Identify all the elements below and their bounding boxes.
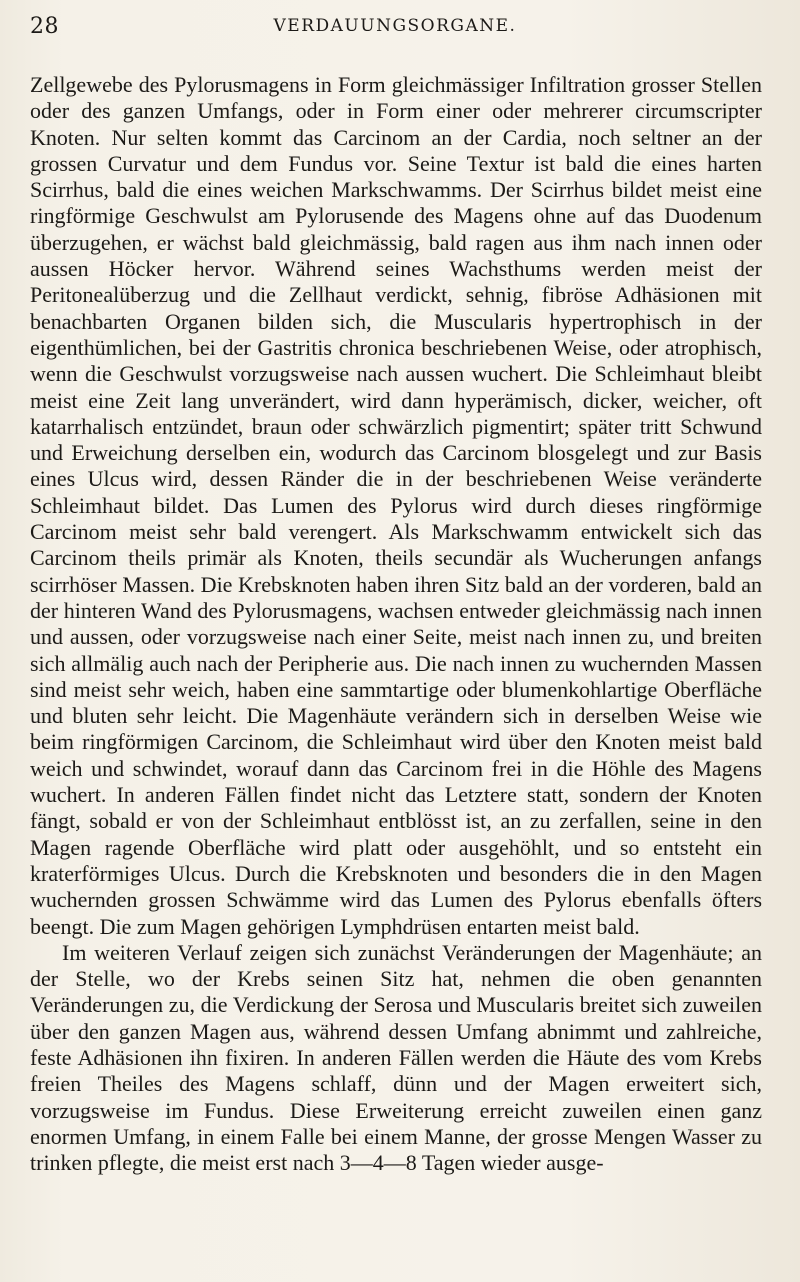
paragraph-1: Zellgewebe des Pylorusmagens in Form gleichmässiger Infiltration grosser Stellen oder des ganzen Umfangs, oder in Form einer oder mehrerer circumscripter Knoten. Nur selten kommt das Carcinom an der Cardia, noch seltner an der grossen Curvatur und dem Fundus vor. Seine Textur ist bald die eines harten Scirrhus, bald die eines weichen Markschwamms. Der Scirrhus bildet meist eine ringförmige Geschwulst am Pylorusende des Magens ohne auf das Duodenum überzugehen, er wächst bald gleichmässig, bald ragen aus ihm nach innen oder aussen Höcker hervor. Während seines Wachsthums werden meist der Peritonealüberzug und die Zellhaut verdickt, sehnig, fibröse Adhäsionen mit benachbarten Organen bilden sich, die Muscularis hypertrophisch in der eigenthümlichen, bei der Gastritis chronica beschriebenen Weise, oder atrophisch, wenn die Geschwulst vorzugsweise nach aussen wuchert. Die Schleimhaut bleibt meist eine Zeit lang unverändert, wird dann hyperämisch, dicker, weicher, oft katarrhalisch entzündet, braun oder schwärzlich pigmentirt; später tritt Schwund und Erweichung derselben ein, wodurch das Carcinom blosgelegt und zur Basis eines Ulcus wird, dessen Ränder die in der beschriebenen Weise veränderte Schleimhaut bildet. Das Lumen des Pylorus wird durch dieses ringförmige Carcinom meist sehr bald verengert. Als Markschwamm entwickelt sich das Carcinom theils primär als Knoten, theils secundär als Wucherungen anfangs scirrhöser Massen. Die Krebsknoten haben ihren Sitz bald an der vorderen, bald an der hinteren Wand des Pylorusmagens, wachsen entweder gleichmässig nach innen und aussen, oder vorzugsweise nach einer Seite, meist nach innen zu, und breiten sich allmälig auch nach der Peripherie aus. Die nach innen zu wuchernden Massen sind meist sehr weich, haben eine sammtartige oder blumenkohlartige Oberfläche und bluten sehr leicht. Die Magenhäute verändern sich in derselben Weise wie beim ringförmigen Carcinom, die Schleimhaut wird über den Knoten meist bald weich und schwindet, worauf dann das Carcinom frei in die Höhle des Magens wuchert. In anderen Fällen findet nicht das Letztere statt, sondern der Knoten fängt, sobald er von der Schleimhaut entblösst ist, an zu zerfallen, seine in den Magen ragende Oberfläche wird platt oder ausgehöhlt, und so entsteht ein kraterförmiges Ulcus. Durch die Krebsknoten und besonders die in den Magen wuchernden grossen Schwämme wird das Lumen des Pylorus ebenfalls öfters beengt. Die zum Magen gehörigen Lymphdrüsen entarten meist bald. [30,72,762,939]
running-head: VERDAUUNGSORGANE. [273,16,517,36]
body-text [30,72,762,1176]
paragraph-2: Im weiteren Verlauf zeigen sich zunächst Veränderungen der Magenhäute; an der Stelle, wo der Krebs seinen Sitz hat, nehmen die oben genannten Veränderungen zu, die Verdickung der Serosa und Muscularis breitet sich zuweilen über den ganzen Magen aus, während dessen Umfang abnimmt und zahlreiche, feste Adhäsionen ihn fixiren. In anderen Fällen werden die Häute des vom Krebs freien Theiles des Magens schlaff, dünn und der Magen erweitert sich, vorzugsweise im Fundus. Diese Erweiterung erreicht zuweilen einen ganz enormen Umfang, in einem Falle bei einem Manne, der grosse Mengen Wasser zu trinken pflegte, die meist erst nach 3—4—8 Tagen wieder ausge- [30,939,762,1176]
page-header [30,14,760,54]
page-number: 28 [30,14,59,39]
